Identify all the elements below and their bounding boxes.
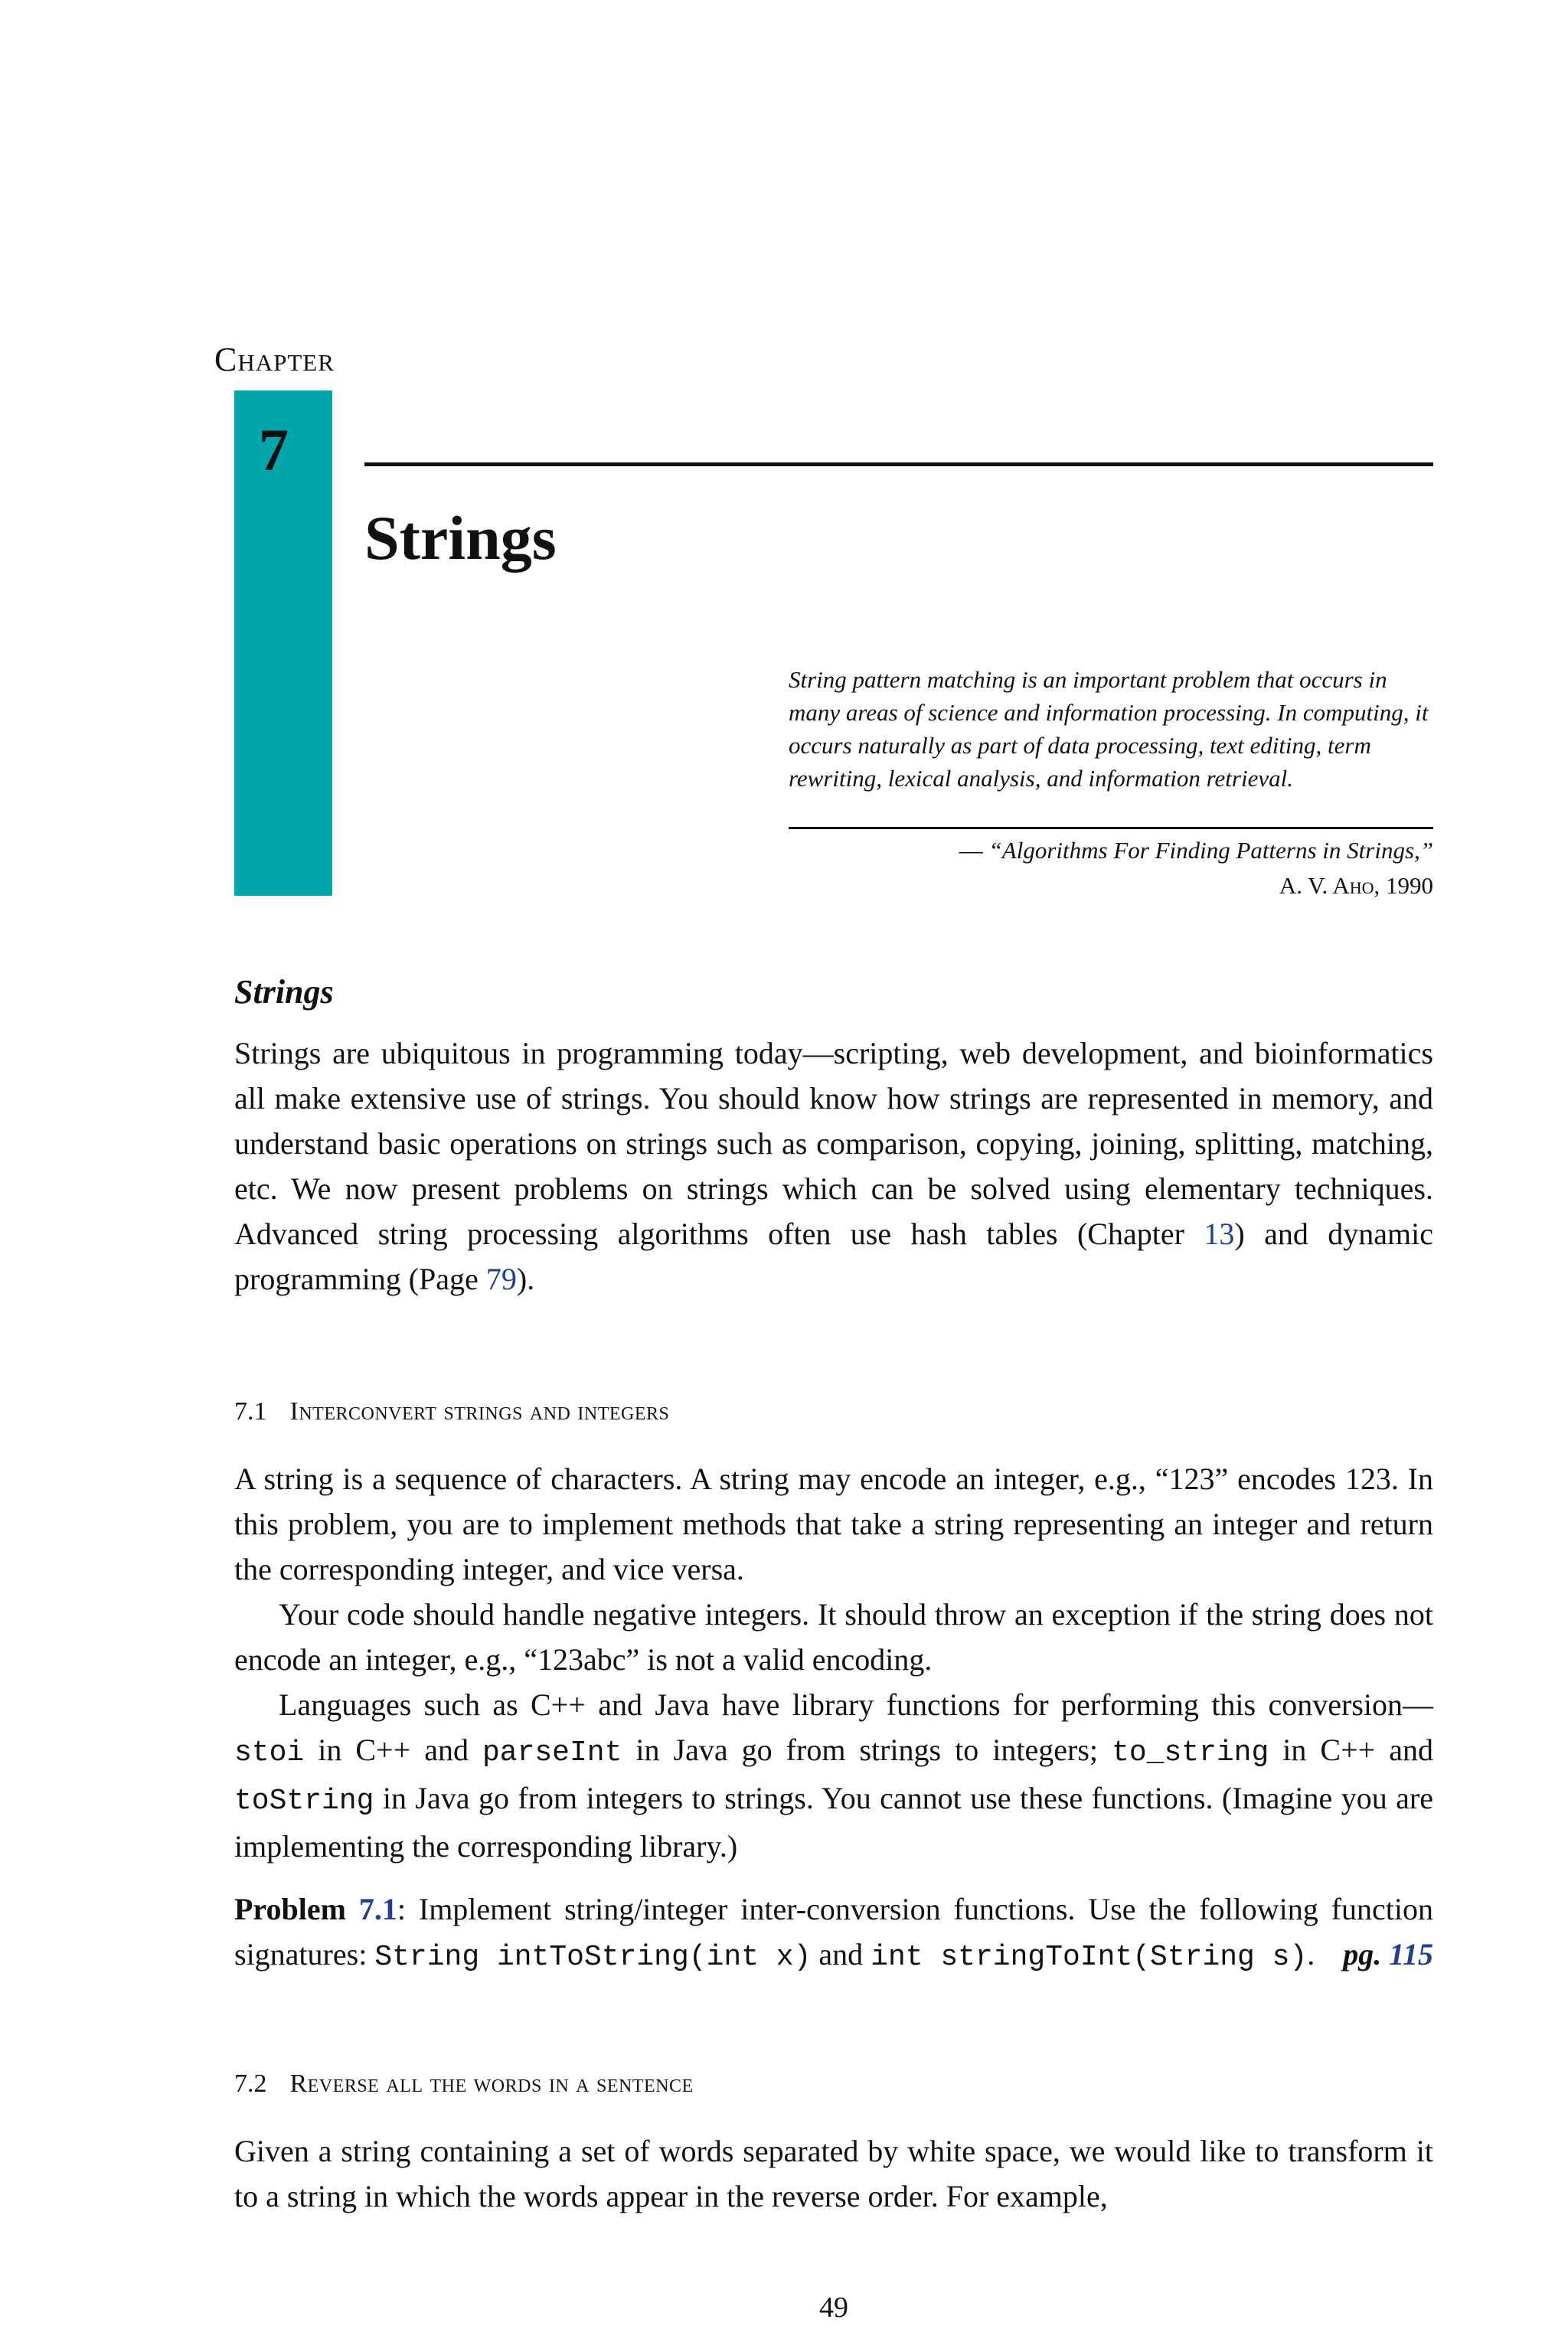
subsection-7-2-heading xyxy=(234,2067,694,2101)
s71-p3-text-a: Languages such as C++ and Java have library functions for performing this conversion— xyxy=(279,1687,1433,1722)
chapter-13-link[interactable]: 13 xyxy=(1204,1217,1235,1251)
problem-page-link[interactable]: 115 xyxy=(1389,1937,1433,1971)
subsection-title: Reverse all the words in a sentence xyxy=(289,2069,694,2098)
problem-text-c: . xyxy=(1307,1937,1315,1971)
epigraph-year: , 1990 xyxy=(1374,872,1433,899)
s71-paragraph-1: A string is a sequence of characters. A string may encode an integer, e.g., “123” encodes 123. In this problem, you are to implement methods that take a string representing an integer and return the corresponding integer, and vice versa. xyxy=(234,1462,1433,1586)
intro-text-1: Strings are ubiquitous in programming today—scripting, web development, and bioinformatics all make extensive use of strings. You should know how strings are represented in memory, and understand basic operations on strings such as comparison, copying, joining, splitting, matching, etc. We now present problems on strings which can be solved using elementary techniques. Advanced string processing algorithms often use hash tables (Chapter xyxy=(234,1036,1433,1251)
epigraph-quote: String pattern matching is an important problem that occurs in many areas of science and information processing. In computing, it occurs naturally as part of data processing, text editing, term rewriting, lexical analysis, and information retrieval. xyxy=(789,666,1429,792)
epigraph-rule xyxy=(789,827,1433,829)
problem-number-link[interactable]: 7.1 xyxy=(358,1892,397,1926)
epigraph-author-line xyxy=(789,868,1433,903)
intro-text-2: ) and dynamic programming (Page xyxy=(234,1217,1434,1296)
epigraph-source-line xyxy=(789,833,1433,868)
epigraph-attribution xyxy=(789,833,1433,903)
code-string-to-int: int stringToInt(String s) xyxy=(871,1941,1308,1974)
code-tostring: toString xyxy=(234,1785,374,1818)
code-parseint: parseInt xyxy=(482,1736,622,1769)
chapter-title: Strings xyxy=(364,503,557,573)
page-79-link[interactable]: 79 xyxy=(485,1262,517,1296)
chapter-title-rule xyxy=(364,462,1433,466)
intro-text-3: ). xyxy=(516,1262,535,1296)
problem-7-1 xyxy=(234,1886,1433,1980)
problem-colon: : xyxy=(397,1892,406,1926)
code-to-string: to_string xyxy=(1112,1736,1269,1769)
problem-text-a: Implement string/integer inter-conversion functions. Use the following function signatures: xyxy=(234,1892,1433,1971)
epigraph-author: A. V. Aho xyxy=(1279,872,1374,899)
problem-page-label: pg. xyxy=(1343,1937,1390,1971)
problem-text-b: and xyxy=(811,1937,871,1971)
section-intro xyxy=(234,1031,1433,1302)
problem-label: Problem xyxy=(234,1892,346,1926)
chapter-label: Chapter xyxy=(214,341,335,378)
s71-p3-text-c: in Java go from strings to integers; xyxy=(622,1733,1112,1767)
s71-p3-text-b: in C++ and xyxy=(304,1733,482,1767)
s71-p3-text-e: in Java go from integers to strings. You cannot use these functions. (Imagine you are implementing the corresponding library.) xyxy=(234,1781,1433,1864)
subsection-number: 7.2 xyxy=(234,2069,267,2098)
s71-paragraph-2: Your code should handle negative integers. It should throw an exception if the string does not encode an integer, e.g., “123abc” is not a valid encoding. xyxy=(234,1597,1433,1677)
page-number: 49 xyxy=(819,2292,848,2324)
code-stoi: stoi xyxy=(234,1736,305,1769)
chapter-number: 7 xyxy=(259,416,289,483)
problem-page-ref xyxy=(1343,1932,1433,1977)
intro-paragraph xyxy=(234,1031,1433,1302)
code-int-to-string: String intToString(int x) xyxy=(374,1941,812,1974)
s71-p3-text-d: in C++ and xyxy=(1269,1733,1434,1767)
epigraph-dash: — xyxy=(959,837,989,864)
subsection-title: Interconvert strings and integers xyxy=(289,1397,670,1426)
s72-paragraph-1: Given a string containing a set of words separated by white space, we would like to transform it to a string in which the words appear in the reverse order. For example, xyxy=(234,2134,1433,2213)
subsection-7-2-body xyxy=(234,2128,1433,2219)
subsection-7-1-body xyxy=(234,1456,1433,1869)
subsection-number: 7.1 xyxy=(234,1397,267,1426)
section-heading: Strings xyxy=(234,973,334,1011)
subsection-7-1-heading xyxy=(234,1395,669,1429)
s71-paragraph-3 xyxy=(234,1682,1433,1869)
epigraph-source-title: “Algorithms For Finding Patterns in Strings,” xyxy=(988,837,1433,864)
